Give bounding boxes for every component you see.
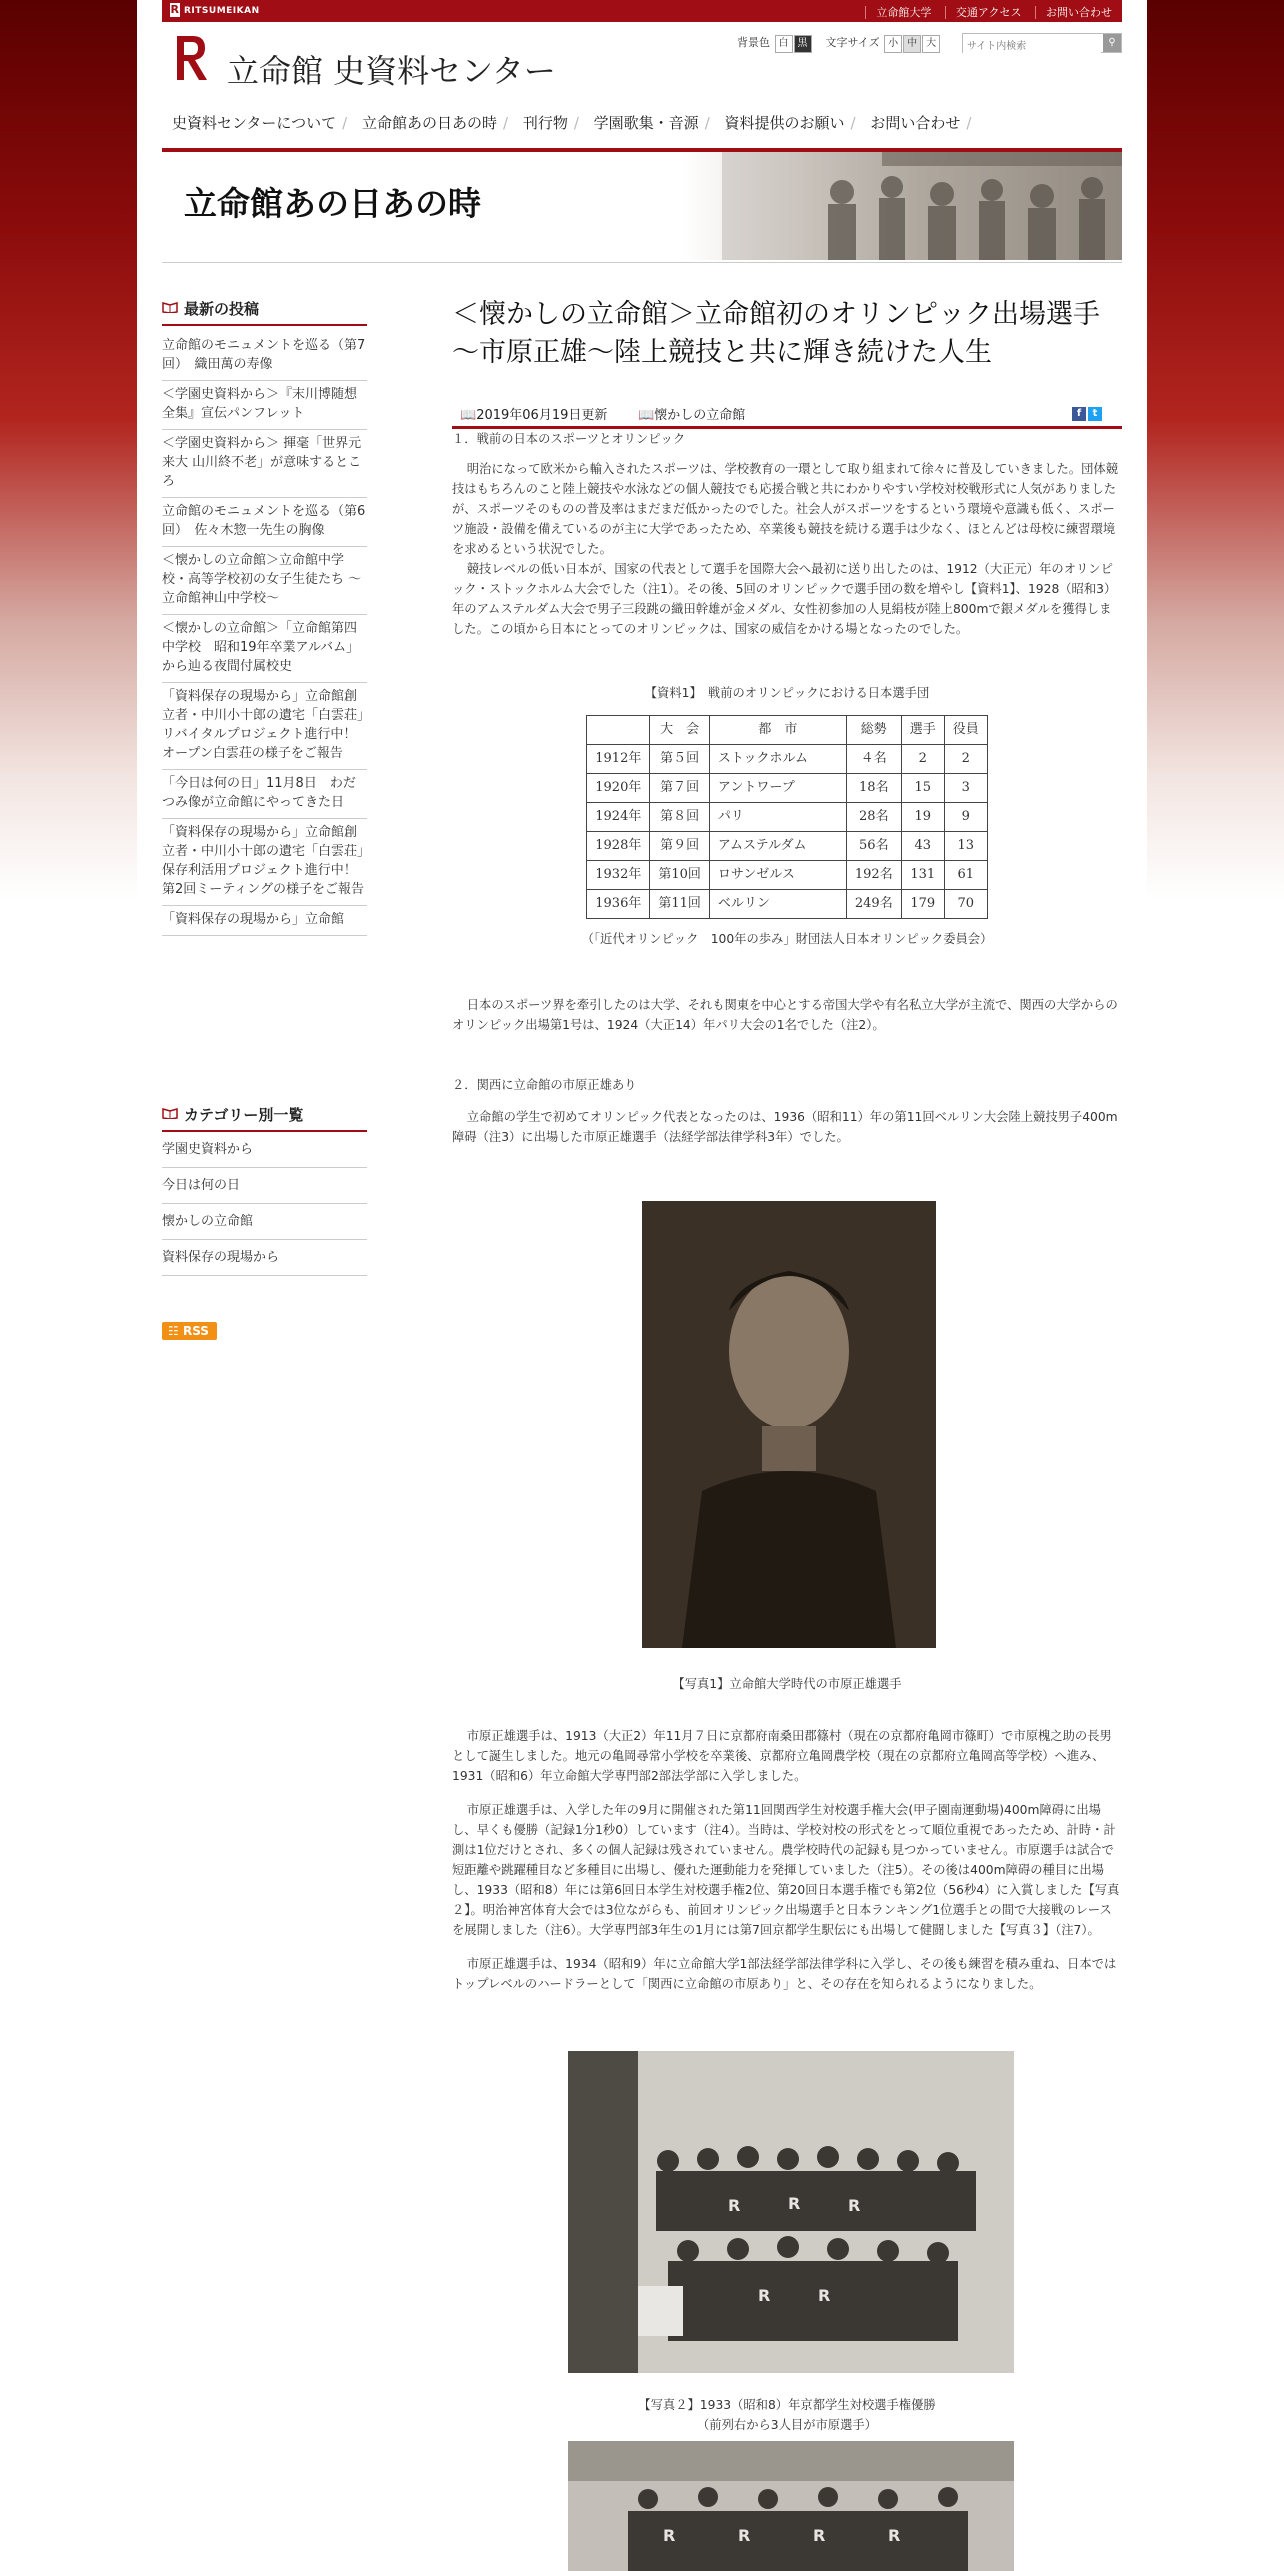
page-banner [162, 148, 1122, 260]
twitter-icon[interactable]: t [1088, 407, 1102, 421]
paragraph: 立命館の学生で初めてオリンピック代表となったのは、1936（昭和11）年の第11回ベルリン大会陸上競技男子400m障碍（注3）に出場した市原正雄選手（法経学部法律学科3年）でした。 [452, 1110, 1118, 1144]
category-link[interactable]: 懐かしの立命館 [162, 1204, 367, 1240]
paragraph: 明治になって欧米から輸入されたスポーツは、学校教育の一環として取り組まれて徐々に普及していきました。団体競技はもちろんのこと陸上競技や水泳などの個人競技でも応援合戦と共にわかりやすい学校対校戦形式に人気がありましたが、スポーツそのものの普及率はまだまだ低かったのでした。社会人がスポーツをするという環境や意識も低く、スポーツ施設・設備を備えているのが主に大学であったため、卒業後も競技を続ける選手は少なく、ほとんどは母校に練習環境を求めるという状況でした。 [452, 462, 1118, 556]
olympics-table [586, 715, 988, 919]
table-row: 1932年 第10回 ロサンゼルス 192名 131 61 [587, 861, 988, 890]
paragraph: 日本のスポーツ界を牽引したのは大学、それも関東を中心とする帝国大学や有名私立大学が主流で、関西の大学からのオリンピック出場第1号は、1924（大正14）年パリ大会の1名でした（注2）。 [452, 998, 1118, 1032]
font-small-button[interactable]: 小 [884, 35, 902, 53]
search-button[interactable] [1103, 34, 1121, 52]
facebook-icon[interactable]: f [1072, 407, 1086, 421]
table-header [587, 716, 650, 745]
display-tools [737, 34, 940, 53]
photo-ekiden-team [568, 2441, 1014, 2571]
banner-title: 立命館あの日あの時 [184, 184, 481, 223]
svg-text:R: R [788, 2194, 801, 2213]
nav-item-publications[interactable]: 刊行物 [522, 114, 568, 132]
table-row: 1924年 第８回 パリ 28名 19 9 [587, 803, 988, 832]
social-share [1070, 405, 1102, 421]
sidebar [162, 298, 367, 1340]
recent-post-link[interactable]: ＜懐かしの立命館＞立命館中学校・高等学校初の女子生徒たち ～立命館神山中学校～ [162, 547, 367, 615]
svg-text:R: R [758, 2286, 771, 2305]
font-medium-button[interactable]: 中 [903, 35, 921, 53]
svg-text:R: R [888, 2526, 901, 2545]
recent-posts-heading: 最新の投稿 [162, 298, 367, 326]
banner-photo [722, 152, 1122, 260]
header-divider [162, 262, 1122, 263]
top-link-contact[interactable]: お問い合わせ [1035, 6, 1112, 19]
photo-ichihara-portrait [642, 1201, 936, 1648]
recent-post-link[interactable]: 「資料保存の現場から」立命館 [162, 906, 367, 936]
top-link-university[interactable]: 立命館大学 [865, 6, 931, 19]
paragraph: 市原正雄選手は、入学した年の9月に開催された第11回関西学生対校選手権大会(甲子園南運動場)400m障碍に出場し、早くも優勝（記録1分1秒0）しています（注4）。当時は、学校対校の形式をとって順位重視であったため、計時・計測は1位だけとされ、多くの個人記録は残されていません。農学校時代の記録も見つかっていません。市原選手は試合で短距離や跳躍種目など多種目に出場し、優れた運動能力を発揮していました（注5）。その後は400m障碍の種目に出場し、1933（昭和8）年には第6回日本学生対校選手権2位、第20回日本選手権でも第2位（56秒4）に入賞しました【写真２】。明治神宮体育大会では3位ながらも、前回オリンピック出場選手と日本ランキング1位選手との間で大接戦のレースを展開しました（注6）。大学専門部3年生の1月には第7回京都学生駅伝にも出場して健闘しました【写真３】（注7）。 [452, 1803, 1120, 1937]
category-link[interactable]: 学園史資料から [162, 1132, 367, 1168]
svg-text:R: R [813, 2526, 826, 2545]
font-size-label: 文字サイズ [825, 36, 880, 49]
nav-item-songs[interactable]: 学園歌集・音源 [593, 114, 699, 132]
site-title: 立命館 史資料センター [227, 52, 556, 90]
category-list [162, 1132, 367, 1276]
category-link[interactable]: 資料保存の現場から [162, 1240, 367, 1276]
top-link-access[interactable]: 交通アクセス [945, 6, 1022, 19]
article-body-continued [452, 1726, 1122, 1994]
search-icon: ⚲ [1108, 37, 1116, 48]
page-container [137, 0, 1147, 2568]
recent-post-link[interactable]: ＜懐かしの立命館＞「立命館第四中学校 昭和19年卒業アルバム」から辿る夜間付属校史 [162, 615, 367, 683]
font-large-button[interactable]: 大 [922, 35, 940, 53]
category-heading: カテゴリー別一覧 [162, 1104, 367, 1132]
recent-posts-list [162, 332, 367, 1068]
article-body [452, 429, 1122, 1147]
table-row: 1928年 第９回 アムステルダム 56名 43 13 [587, 832, 988, 861]
top-bar [162, 0, 1122, 22]
recent-post-link[interactable]: 「資料保存の現場から」立命館創立者・中川小十郎の遺宅「白雲荘」リバイタルプロジェクト進行中！オープン白雲荘の様子をご報告 [162, 683, 367, 770]
svg-text:R: R [728, 2196, 741, 2215]
photo-caption: 【写真1】立命館大学時代の市原正雄選手 [672, 1677, 902, 1692]
top-links [855, 4, 1112, 20]
recent-post-link[interactable]: 「資料保存の現場から」立命館創立者・中川小十郎の遺宅「白雲荘」保存利活用プロジェクト進行中！第2回ミーティングの様子をご報告 [162, 819, 367, 906]
section-heading: １．戦前の日本のスポーツとオリンピック [452, 432, 686, 446]
table-row: 1920年 第７回 アントワープ 18名 15 3 [587, 774, 988, 803]
rss-icon: ☷ [168, 1324, 179, 1338]
rss-button[interactable]: ☷ RSS [162, 1322, 217, 1340]
svg-text:R: R [818, 2286, 831, 2305]
category-link[interactable]: 今日は何の日 [162, 1168, 367, 1204]
article [452, 296, 1122, 2545]
recent-post-link[interactable]: 立命館のモニュメントを巡る（第6回） 佐々木惣一先生の胸像 [162, 498, 367, 547]
photo-caption: （前列右から3人目が市原選手） [697, 2418, 877, 2433]
table-header: 大 会 [650, 716, 710, 745]
bg-color-label: 背景色 [737, 36, 770, 49]
table-header: 都 市 [709, 716, 846, 745]
article-title: ＜懐かしの立命館＞立命館初のオリンピック出場選手～市原正雄～陸上競技と共に輝き続けた人生 [452, 299, 1100, 368]
bg-white-button[interactable]: 白 [775, 35, 793, 53]
search-input[interactable] [963, 38, 1101, 56]
recent-post-link[interactable]: 立命館のモニュメントを巡る（第7回） 織田萬の寿像 [162, 332, 367, 381]
recent-post-link[interactable]: ＜学園史資料から＞ 揮毫「世界元来大 山川終不老」が意味するところ [162, 430, 367, 498]
book-icon: 📖 [638, 408, 655, 423]
svg-text:R: R [663, 2526, 676, 2545]
paragraph: 市原正雄選手は、1934（昭和9）年に立命館大学1部法経学部法律学科に入学し、その後も練習を積み重ね、日本ではトップレベルのハードラーとして「関西に立命館の市原あり」と、その存在を知られるようになりました。 [452, 1957, 1117, 1991]
ritsumeikan-brand[interactable]: R RITSUMEIKAN [170, 3, 260, 16]
table-header-row [587, 716, 988, 745]
r-logo-mark-icon [175, 34, 209, 90]
table-row: 1936年 第11回 ベルリン 249名 179 70 [587, 890, 988, 919]
site-search [962, 33, 1122, 53]
article-meta [452, 402, 1122, 429]
table-source: （「近代オリンピック 100年の歩み」財団法人日本オリンピック委員会） [581, 932, 993, 946]
nav-item-about[interactable]: 史資料センターについて [172, 114, 337, 132]
svg-text:R: R [848, 2196, 861, 2215]
recent-post-link[interactable]: ＜学園史資料から＞『末川博随想全集』宣伝パンフレット [162, 381, 367, 430]
global-nav: 史資料センターについて / 立命館あの日あの時 / 刊行物 / 学園歌集・音源 / 資料提供のお願い / お問い合わせ / [172, 114, 972, 132]
nav-item-donation[interactable]: 資料提供のお願い [724, 114, 845, 132]
book-icon [162, 1107, 178, 1119]
table-header: 役員 [944, 716, 987, 745]
book-icon [162, 301, 178, 313]
article-date: 📖2019年06月19日更新 [460, 408, 608, 423]
photo-caption: 【写真２】1933（昭和8）年京都学生対校選手権優勝 [638, 2398, 936, 2413]
section-heading: ２．関西に立命館の市原正雄あり [452, 1078, 637, 1092]
table-row: 1912年 第５回 ストックホルム ４名 2 2 [587, 745, 988, 774]
table-caption: 【資料1】 戦前のオリンピックにおける日本選手団 [644, 686, 930, 700]
paragraph: 市原正雄選手は、1913（大正2）年11月７日に京都府南桑田郡篠村（現在の京都府亀岡市篠町）で市原槐之助の長男として誕生しました。地元の亀岡尋常小学校を卒業後、京都府立亀岡農学校（現在の京都府立亀岡高等学校）へ進み、1931（昭和6）年立命館大学専門部2部法学部に入学しました。 [452, 1729, 1112, 1783]
r-logo-icon: R [170, 3, 180, 16]
svg-text:R: R [738, 2526, 751, 2545]
recent-post-link[interactable]: 「今日は何の日」11月8日 わだつみ像が立命館にやってきた日 [162, 770, 367, 819]
paragraph: 競技レベルの低い日本が、国家の代表として選手を国際大会へ最初に送り出したのは、1912（大正元）年のオリンピック・ストックホルム大会でした（注1）。その後、5回のオリンピックで選手団の数を増やし【資料1】、1928（昭和3）年のアムステルダム大会で男子三段跳の織田幹雄が金メダル、女性初参加の人見絹枝が陸上800mで銀メダルを獲得しました。この頃から日本にとってのオリンピックは、国家の威信をかける場となったのでした。 [452, 562, 1117, 636]
nav-item-anohi[interactable]: 立命館あの日あの時 [361, 114, 497, 132]
table-header: 選手 [901, 716, 944, 745]
nav-item-contact[interactable]: お問い合わせ [870, 114, 961, 132]
table-header: 総勢 [846, 716, 901, 745]
book-icon: 📖 [460, 408, 477, 423]
bg-black-button[interactable]: 黒 [794, 35, 812, 53]
photo-team-1933 [568, 2051, 1014, 2373]
article-category[interactable]: 📖懐かしの立命館 [638, 408, 746, 423]
